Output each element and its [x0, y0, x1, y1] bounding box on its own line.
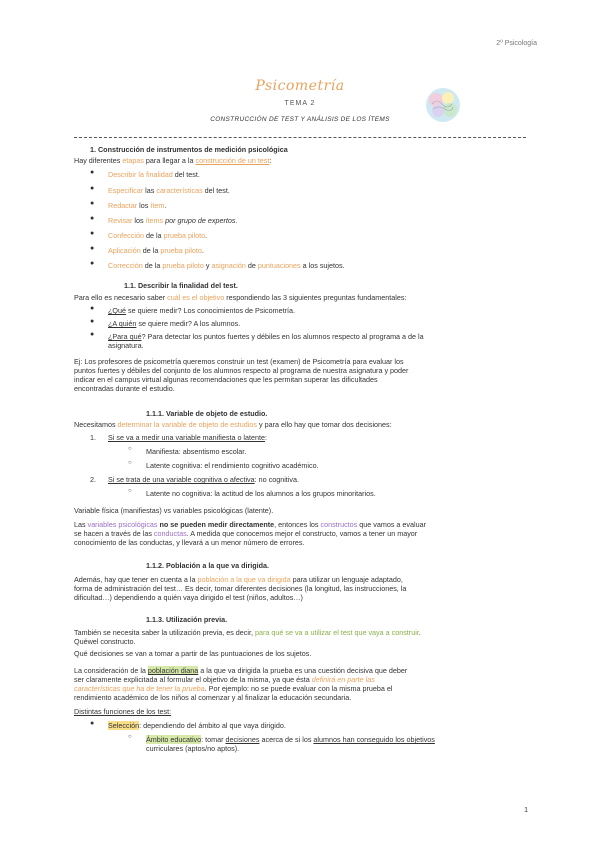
paragraph-line: rendimiento académico de los niños al comenzar y al finalizar la educación secundaria.	[74, 693, 352, 702]
variables-note: Variable física (manifiestas) vs variables psicológicas (latente).	[74, 506, 274, 515]
sub-bullet: ○	[128, 734, 132, 740]
page-number: 1	[524, 807, 528, 814]
topic-number: TEMA 2	[284, 100, 316, 107]
heading-1-1-2: 1.1.2. Población a la que va dirigida.	[146, 561, 270, 570]
decision-1-a: Manifiesta: absentismo escolar.	[146, 447, 247, 456]
paragraph-line: Además, hay que tener en cuenta a la población a la que va dirigida para utilizar un lenguaje adaptado,	[74, 575, 403, 584]
course-header: 2º Psicología	[496, 40, 537, 47]
decision-number: 2.	[90, 475, 96, 484]
example-line: Ej: Los profesores de psicometría queremos construir un test (examen) de Psicometría para evaluar los	[74, 357, 404, 366]
heading-1: 1. Construcción de instrumentos de medición psicológica	[90, 145, 288, 154]
paragraph-line: Quéwel constructo.	[74, 637, 136, 646]
decision-2-a: Latente no cognitiva: la actitud de los alumnos a los grupos minoritarios.	[146, 489, 376, 498]
paragraph-line: características que ha de tener la prueba. Por ejemplo: no se puede evaluar con la misma prueba el	[74, 684, 393, 693]
intro-line: Hay diferentes etapas para llegar a la construcción de un test:	[74, 156, 272, 165]
bullet-dot: ●	[90, 260, 95, 267]
document-title: Psicometría	[255, 78, 345, 94]
bullet-dot: ●	[90, 230, 95, 237]
paragraph-line: conocimiento de las conductas, y llevará a un menor número de errores.	[74, 538, 305, 547]
paragraph-line: se hacen a través de las conductas. A medida que conocemos mejor el constructo, vamos a tener un mayor	[74, 529, 418, 538]
heading-1-1: 1.1. Describir la finalidad del test.	[124, 281, 238, 290]
bullet-dot: ●	[90, 169, 95, 176]
example-line: puntos fuertes y débiles del conjunto de los alumnos respecto al programa de nuestra asignatura y poder	[74, 366, 409, 375]
stage-2: Especificar las características del test.	[108, 186, 230, 195]
example-line: indicar en el campus virtual algunas recomendaciones que les permitan superar las dificultades	[74, 375, 378, 384]
stage-4: Revisar los ítems por grupo de expertos.	[108, 216, 238, 225]
document-subtitle: CONSTRUCCIÓN DE TEST Y ANÁLISIS DE LOS ÍTEMS	[210, 116, 390, 123]
sub-bullet: ○	[128, 460, 132, 466]
function-education: Ámbito educativo: tomar decisiones acerca de si los alumnos han conseguido los objetivos	[146, 735, 435, 744]
bullet-dot: ●	[90, 720, 95, 727]
paragraph: Necesitamos determinar la variable de objeto de estudios y para ello hay que tomar dos decisiones:	[74, 420, 392, 429]
bullet-dot: ●	[90, 305, 95, 312]
stage-6: Aplicación de la prueba piloto.	[108, 246, 204, 255]
paragraph-line: forma de administración del test… Es decir, tomar diferentes decisiones (la longitud, las instrucciones, la	[74, 584, 407, 593]
paragraph: Para ello es necesario saber cuál es el objetivo respondiendo las 3 siguientes preguntas fundamentales:	[74, 293, 407, 302]
question-1: ¿Qué se quiere medir? Los conocimientos de Psicometría.	[108, 306, 295, 315]
bullet-dot: ●	[90, 318, 95, 325]
example-line: encontradas durante el estudio.	[74, 384, 175, 393]
sub-bullet: ○	[128, 446, 132, 452]
bullet-dot: ●	[90, 331, 95, 338]
stage-7: Corrección de la prueba piloto y asignación de puntuaciones a los sujetos.	[108, 261, 345, 270]
question-2: ¿A quién se quiere medir? A los alumnos.	[108, 319, 241, 328]
paragraph-line: Las variables psicológicas no se pueden medir directamente, entonces los constructos que vamos a evaluar	[74, 520, 427, 529]
functions-heading: Distintas funciones de los test:	[74, 707, 172, 716]
decision-number: 1.	[90, 433, 96, 442]
decision-1-b: Latente cognitiva: el rendimiento cognitivo académico.	[146, 461, 319, 470]
paragraph-line: Qué decisiones se van a tomar a partir de las puntuaciones de los sujetos.	[74, 649, 312, 658]
paragraph-line: ser claramente explicitada al formular el objetivo de la misma, ya que ésta definirá en parte las	[74, 675, 375, 684]
decision-2: Si se trata de una variable cognitiva o afectiva: no cognitiva.	[108, 475, 299, 484]
paragraph-line: La consideración de la población diana a la que va dirigida la prueba es una cuestión decisiva que deber	[74, 666, 408, 675]
bullet-dot: ●	[90, 215, 95, 222]
heading-1-1-3: 1.1.3. Utilización previa.	[146, 615, 228, 624]
function-education-cont: curriculares (aptos/no aptos).	[146, 744, 240, 753]
stage-5: Confección de la prueba piloto.	[108, 231, 208, 240]
bullet-dot: ●	[90, 200, 95, 207]
section-divider	[74, 137, 526, 138]
heading-1-1-1: 1.1.1. Variable de objeto de estudio.	[146, 409, 268, 418]
decorative-brain-logo	[422, 84, 464, 126]
sub-bullet: ○	[128, 488, 132, 494]
bullet-dot: ●	[90, 245, 95, 252]
paragraph-line: También se necesita saber la utilización previa, es decir, para qué se va a utilizar el test que vaya a construir.	[74, 628, 421, 637]
question-3-cont: asignatura.	[108, 341, 144, 350]
function-selection: Selección: dependiendo del ámbito al que vaya dirigido.	[108, 721, 286, 730]
question-3: ¿Para qué? Para detectar los puntos fuertes y débiles en los alumnos respecto al programa a de la	[108, 332, 424, 341]
bullet-dot: ●	[90, 185, 95, 192]
stage-1: Describir la finalidad del test.	[108, 170, 200, 179]
paragraph-line: dificultad…) dependiendo a quién vaya dirigido el test (niños, adultos…)	[74, 593, 303, 602]
decision-1: Si se va a medir una variable manifiesta o latente:	[108, 433, 268, 442]
stage-3: Redactar los ítem.	[108, 201, 167, 210]
